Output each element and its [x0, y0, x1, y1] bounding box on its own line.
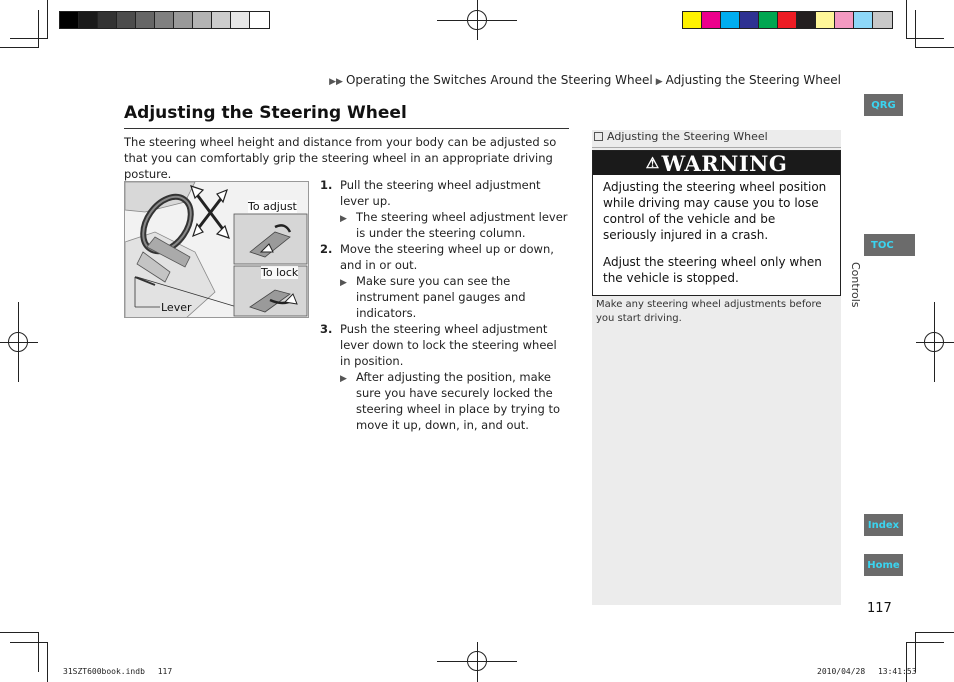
step-text: Pull the steering wheel adjustment lever up. [340, 178, 541, 208]
color-calibration-bar [682, 11, 893, 29]
warning-body [603, 179, 831, 297]
step-item [320, 321, 568, 369]
steering-wheel-illustration [124, 181, 309, 318]
label-to-adjust: To adjust [248, 200, 297, 213]
toc-tab[interactable]: TOC [864, 234, 915, 256]
double-arrow-icon: ▶▶ [329, 77, 343, 87]
gray-swatch [60, 12, 79, 28]
note-icon [594, 132, 603, 141]
crop-mark [10, 38, 48, 39]
crop-mark [906, 0, 907, 38]
breadcrumb [326, 73, 841, 87]
color-swatch [759, 12, 778, 28]
step-number: 3. [320, 322, 333, 336]
gray-swatch [79, 12, 98, 28]
color-swatch [797, 12, 816, 28]
gray-swatch [117, 12, 136, 28]
color-swatch [683, 12, 702, 28]
gray-swatch [155, 12, 174, 28]
arrow-icon: ▶ [340, 278, 347, 288]
section-label-controls: Controls [849, 262, 862, 308]
crop-mark [10, 642, 48, 643]
color-swatch [778, 12, 797, 28]
qrg-tab[interactable]: QRG [864, 94, 903, 116]
home-tab[interactable]: Home [864, 554, 903, 576]
crop-mark [0, 632, 38, 633]
footer-timestamp: 2010/04/28 13:41:53 [817, 667, 917, 676]
footer-file-info: 31SZT600book.indb 117 [63, 667, 173, 676]
warning-box [592, 150, 841, 296]
step-number: 2. [320, 242, 333, 256]
intro-paragraph: The steering wheel height and distance from your body can be adjusted so that you can comfortably grip the steering wheel in an appropriate driving posture. [124, 135, 557, 181]
gray-swatch [212, 12, 231, 28]
step-note [320, 369, 568, 433]
crop-mark [906, 38, 944, 39]
gray-swatch [231, 12, 250, 28]
crop-mark [906, 642, 944, 643]
step-note-text: The steering wheel adjustment lever is under the steering column. [356, 210, 568, 240]
label-lever: Lever [161, 301, 192, 314]
color-swatch [835, 12, 854, 28]
label-to-lock: To lock [261, 266, 299, 279]
gray-swatch [193, 12, 212, 28]
crop-mark [47, 642, 48, 682]
step-note [320, 209, 568, 241]
crop-mark [916, 632, 954, 633]
warning-triangle-icon: ⚠ [645, 154, 660, 172]
index-tab[interactable]: Index [864, 514, 903, 536]
gray-swatch [174, 12, 193, 28]
breadcrumb-current: Adjusting the Steering Wheel [665, 73, 841, 87]
sidebar-note-title: Adjusting the Steering Wheel [607, 130, 768, 143]
step-note-text: Make sure you can see the instrument panel gauges and indicators. [356, 274, 526, 320]
warning-title: WARNING [661, 150, 788, 176]
warning-header [593, 151, 840, 175]
procedure-steps [320, 177, 568, 433]
step-text: Move the steering wheel up or down, and in or out. [340, 242, 554, 272]
gray-swatch [250, 12, 269, 28]
step-number: 1. [320, 178, 333, 192]
arrow-icon: ▶ [340, 214, 347, 224]
step-note-text: After adjusting the position, make sure you have securely locked the steering wheel in place by trying to move it up, down, in, and out. [356, 370, 561, 432]
gray-swatch [136, 12, 155, 28]
gray-swatch [98, 12, 117, 28]
crop-mark [916, 47, 954, 48]
sidebar-note-heading [592, 130, 841, 148]
title-divider [124, 128, 569, 129]
warning-paragraph: Adjust the steering wheel only when the vehicle is stopped. [603, 255, 822, 285]
crop-mark [38, 632, 39, 672]
sidebar-note-text: Make any steering wheel adjustments before you start driving. [596, 299, 822, 324]
arrow-icon: ▶ [340, 374, 347, 384]
color-swatch [873, 12, 892, 28]
color-swatch [721, 12, 740, 28]
warning-paragraph: Adjusting the steering wheel position while driving may cause you to lose control of the vehicle and be seriously injured in a crash. [603, 180, 827, 242]
color-swatch [816, 12, 835, 28]
step-item [320, 241, 568, 273]
step-item [320, 177, 568, 209]
color-swatch [702, 12, 721, 28]
step-text: Push the steering wheel adjustment lever down to lock the steering wheel in position. [340, 322, 557, 368]
grayscale-calibration-bar [59, 11, 270, 29]
color-swatch [740, 12, 759, 28]
page-number: 117 [867, 601, 892, 616]
crop-mark [47, 0, 48, 38]
crop-mark [915, 10, 916, 48]
color-swatch [854, 12, 873, 28]
arrow-icon: ▶ [655, 77, 663, 87]
page-title: Adjusting the Steering Wheel [124, 103, 407, 123]
crop-mark [0, 47, 38, 48]
breadcrumb-link-section[interactable]: Operating the Switches Around the Steering Wheel [345, 73, 653, 87]
crop-mark [38, 10, 39, 48]
step-note [320, 273, 568, 321]
